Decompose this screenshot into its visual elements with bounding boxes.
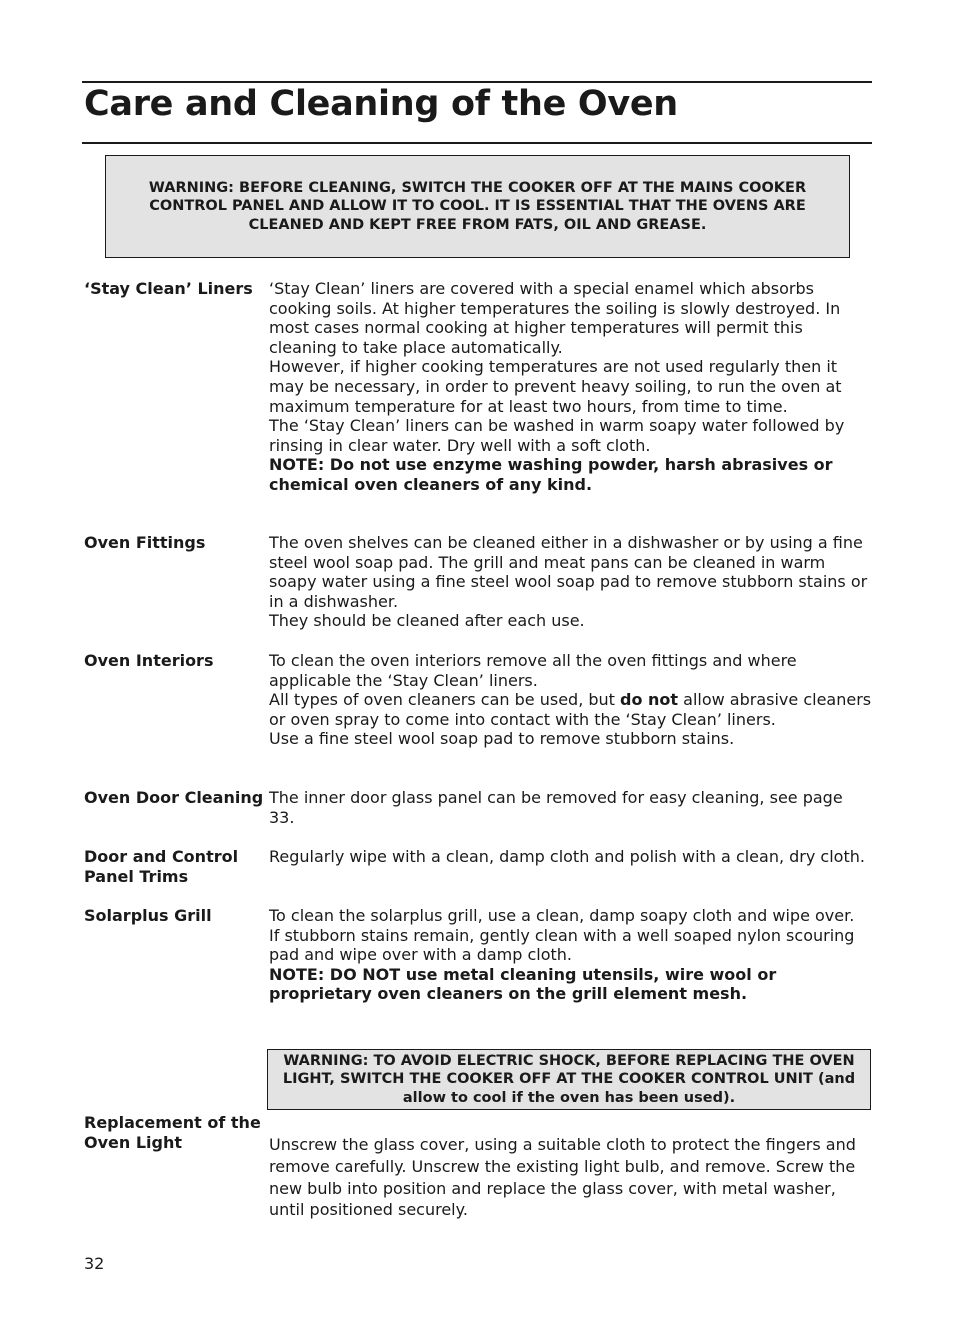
paragraph: The oven shelves can be cleaned either in a dishwasher or by using a fine steel wool soap pad. The grill and meat pans can be cleaned in warm soapy water using a fine steel wool soap pad to remove stubborn stains or in a dishwasher. xyxy=(269,533,868,611)
section-label: Door and Control Panel Trims xyxy=(84,847,239,886)
section-label: Solarplus Grill xyxy=(84,906,212,925)
paragraph: To clean the solarplus grill, use a clean, damp soapy cloth and wipe over. xyxy=(269,906,855,925)
section-body xyxy=(269,847,873,867)
section-body xyxy=(269,651,873,749)
section-body xyxy=(269,906,873,1004)
cleaning-warning-box: WARNING: BEFORE CLEANING, SWITCH THE COOKER OFF AT THE MAINS COOKER CONTROL PANEL AND ALLOW IT TO COOL. IT IS ESSENTIAL THAT THE OVENS ARE CLEANED AND KEPT FREE FROM FATS, OIL AND GREASE. xyxy=(105,155,850,258)
paragraph: However, if higher cooking temperatures are not used regularly then it may be necessary, in order to prevent heavy soiling, to run the oven at maximum temperature for at least two hours, from time to time. xyxy=(269,357,842,416)
section-body xyxy=(269,279,873,495)
light-warning-box: WARNING: TO AVOID ELECTRIC SHOCK, BEFORE REPLACING THE OVEN LIGHT, SWITCH THE COOKER OFF AT THE COOKER CONTROL UNIT (and allow to cool if the oven has been used). xyxy=(267,1049,871,1110)
page-number: 32 xyxy=(84,1254,105,1273)
section-label-oven-light: Replacement of the Oven Light xyxy=(84,1113,261,1152)
paragraph: The ‘Stay Clean’ liners can be washed in warm soapy water followed by rinsing in clear water. Dry well with a soft cloth. xyxy=(269,416,845,455)
section-label: Oven Fittings xyxy=(84,533,206,552)
paragraph: ‘Stay Clean’ liners are covered with a special enamel which absorbs cooking soils. At higher temperatures the soiling is slowly destroyed. In most cases normal cooking at higher temperatures will permit this cleaning to take place automatically. xyxy=(269,279,841,357)
text-run: allow abrasive cleaners or oven spray to come into contact with the ‘Stay Clean’ liners. xyxy=(269,690,872,729)
title-bottom-rule xyxy=(82,142,872,144)
paragraph: They should be cleaned after each use. xyxy=(269,611,585,631)
paragraph: To clean the oven interiors remove all the oven fittings and where applicable the ‘Stay Clean’ liners. xyxy=(269,651,797,690)
paragraph: Use a fine steel wool soap pad to remove stubborn stains. xyxy=(269,729,735,749)
paragraph xyxy=(269,690,873,729)
section-body xyxy=(269,788,873,827)
section-label: Oven Door Cleaning xyxy=(84,788,264,807)
note: NOTE: Do not use enzyme washing powder, harsh abrasives or chemical oven cleaners of any kind. xyxy=(269,455,833,494)
emphasis: do not xyxy=(620,690,679,710)
section-label: Oven Interiors xyxy=(84,651,214,670)
paragraph: The inner door glass panel can be removed for easy cleaning, see page 33. xyxy=(269,788,843,827)
page-title: Care and Cleaning of the Oven xyxy=(84,84,678,124)
text-run: All types of oven cleaners can be used, but xyxy=(269,690,621,710)
oven-light-instructions: Unscrew the glass cover, using a suitable cloth to protect the fingers and remove carefully. Unscrew the existing light bulb, and remove. Screw the new bulb into position and replace the glass cover, with metal washer, until positioned securely. xyxy=(269,1135,856,1220)
section-body xyxy=(269,533,873,631)
paragraph: Regularly wipe with a clean, damp cloth and polish with a clean, dry cloth. xyxy=(269,847,865,866)
paragraph: If stubborn stains remain, gently clean with a well soaped nylon scouring pad and wipe over with a damp cloth. xyxy=(269,925,855,965)
note: NOTE: DO NOT use metal cleaning utensils, wire wool or proprietary oven cleaners on the grill element mesh. xyxy=(269,964,777,1004)
section-label: ‘Stay Clean’ Liners xyxy=(84,279,253,298)
